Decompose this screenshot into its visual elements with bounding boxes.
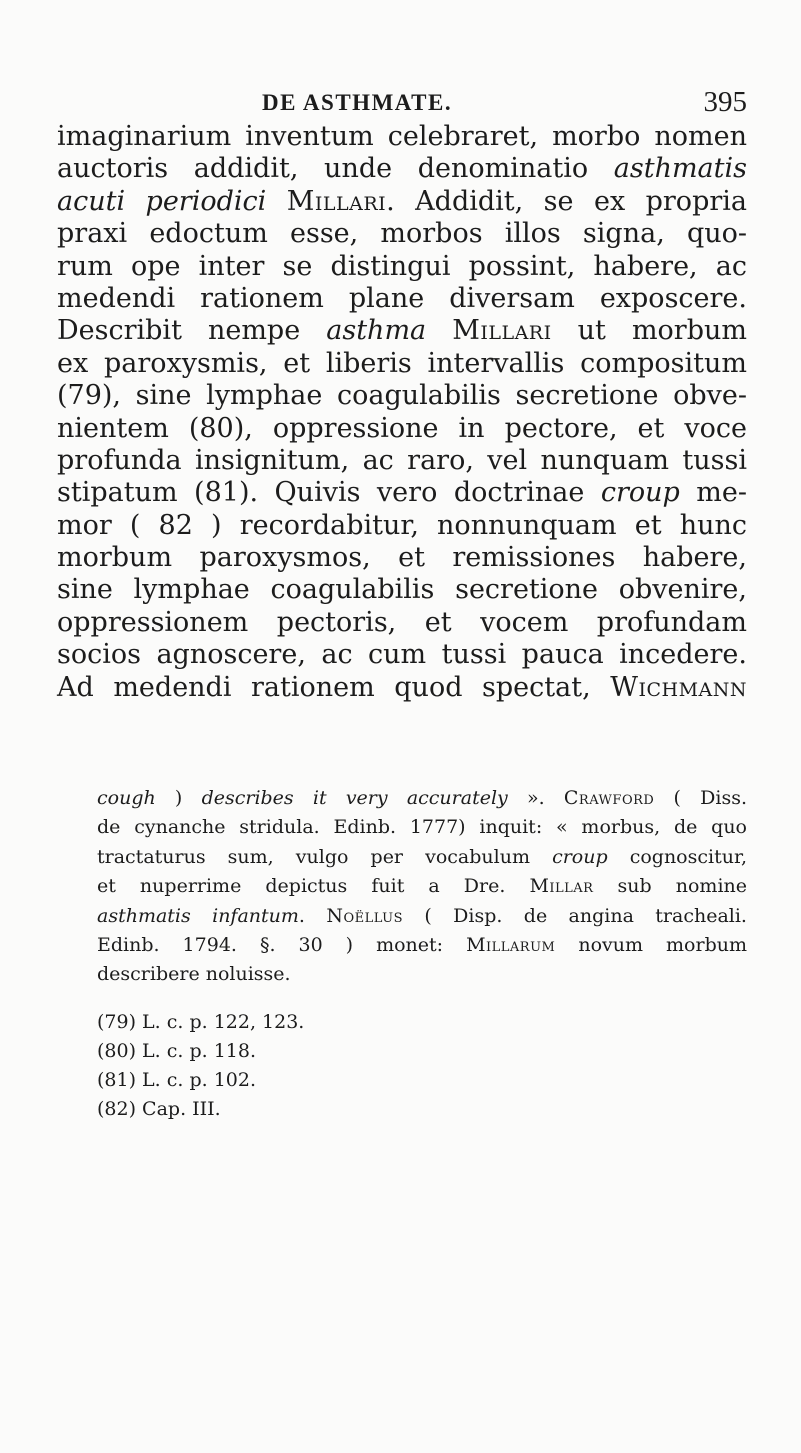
body-line [57,542,747,574]
reference-line: (80) L. c. p. 118. [97,1040,257,1062]
body-line [57,639,747,671]
text-run: rum ope inter se distingui possint, habere, ac [57,250,747,282]
footnote-line [97,902,747,931]
body-line [57,186,747,218]
italic-run: acuti periodici [57,185,267,217]
footnote-continuation [97,784,747,990]
body-line [57,251,747,283]
main-body-text [57,121,747,704]
text-run: Describit nempe [57,315,327,347]
body-line [57,672,747,704]
body-line [57,413,747,445]
small-caps-name: Millari [286,185,387,217]
italic-run: asthmatis infantum [97,904,299,927]
body-line [57,510,747,542]
italic-run: asthmatis [613,153,747,185]
text-run: . [298,904,327,927]
footnote-line [97,931,747,960]
text-run: medendi rationem plane diversam exposcere. [57,282,747,314]
text-run: tractaturus sum, vulgo per vocabulum [97,845,553,868]
text-run: ex paroxysmis, et liberis intervallis compositum [57,347,747,379]
reference-line: (79) L. c. p. 122, 123. [97,1011,305,1033]
text-run: Ad medendi rationem quod spectat, [57,671,611,703]
text-run: cognoscitur, [607,845,747,868]
body-line [57,348,747,380]
body-line [57,121,747,153]
text-run: praxi edoctum esse, morbos illos signa, quo- [57,218,747,250]
text-run: ut morbum [551,315,747,347]
text-run: . Addidit, se ex propria [386,185,747,217]
body-line [57,607,747,639]
text-run: me- [679,477,747,509]
small-caps-name: Noëllus [326,904,404,927]
body-line [57,380,747,412]
text-run: ». [507,787,564,809]
text-run: ) [155,787,202,809]
text-run: (79), sine lymphae coagulabilis secretione obve- [57,380,747,412]
text-run: Edinb. 1794. §. 30 ) monet: [97,933,467,956]
small-caps-name: Millari [452,315,552,347]
body-line [57,283,747,315]
text-run: stipatum (81). Quivis vero doctrinae [57,477,601,509]
footnote-line [97,813,747,842]
small-caps-name: Millarum [466,933,556,956]
text-run: auctoris addidit, unde denominatio [57,153,614,185]
text-run: describere noluisse. [97,963,291,986]
footnote-references [97,1008,497,1124]
body-line [57,218,747,250]
body-line [57,153,747,185]
text-run: morbum paroxysmos, et remissiones habere, [57,542,747,574]
text-run: sine lymphae coagulabilis secretione obvenire, [57,574,747,606]
footnote-line [97,960,747,989]
small-caps-name: Millar [529,875,594,898]
footnote-line [97,843,747,872]
italic-run: croup [600,477,680,509]
text-run: mor ( 82 ) recordabitur, nonnunquam et hunc [57,509,747,541]
text-run: oppressionem pectoris, et vocem profundam [57,606,747,638]
italic-run: asthma [326,315,427,347]
body-line [57,477,747,509]
page-number: 395 [703,86,747,118]
reference-line: (82) Cap. III. [97,1098,221,1120]
body-line [57,445,747,477]
body-line [57,315,747,347]
text-run: sub nomine [593,875,747,898]
running-head-title: DE ASTHMATE. [262,90,453,115]
reference-line: (81) L. c. p. 102. [97,1069,257,1091]
text-run: socios agnoscere, ac cum tussi pauca incedere. [57,639,747,671]
text-run: profunda insignitum, ac raro, vel nunquam tussi [57,444,747,476]
small-caps-name: Crawford [563,787,655,809]
text-run: imaginarium inventum celebraret, morbo nomen [57,121,747,152]
italic-run: croup [552,845,608,868]
text-run: ( Diss. [654,787,748,809]
footnote-line [97,784,747,813]
italic-run: cough [97,787,156,809]
small-caps-name: Wichmann [610,671,747,703]
text-run: nientem (80), oppressione in pectore, et voce [57,412,747,444]
italic-run: describes it very accurately [201,787,508,809]
body-line [57,574,747,606]
text-run [266,186,286,217]
text-run: et nuperrime depictus fuit a Dre. [97,875,530,898]
running-head [57,86,747,122]
text-run: novum morbum [555,933,747,956]
footnote-line [97,872,747,901]
text-run: de cynanche stridula. Edinb. 1777) inquit: « morbus, de quo [97,816,747,839]
text-run: ( Disp. de angina tracheali. [403,904,747,927]
text-run [426,315,452,346]
